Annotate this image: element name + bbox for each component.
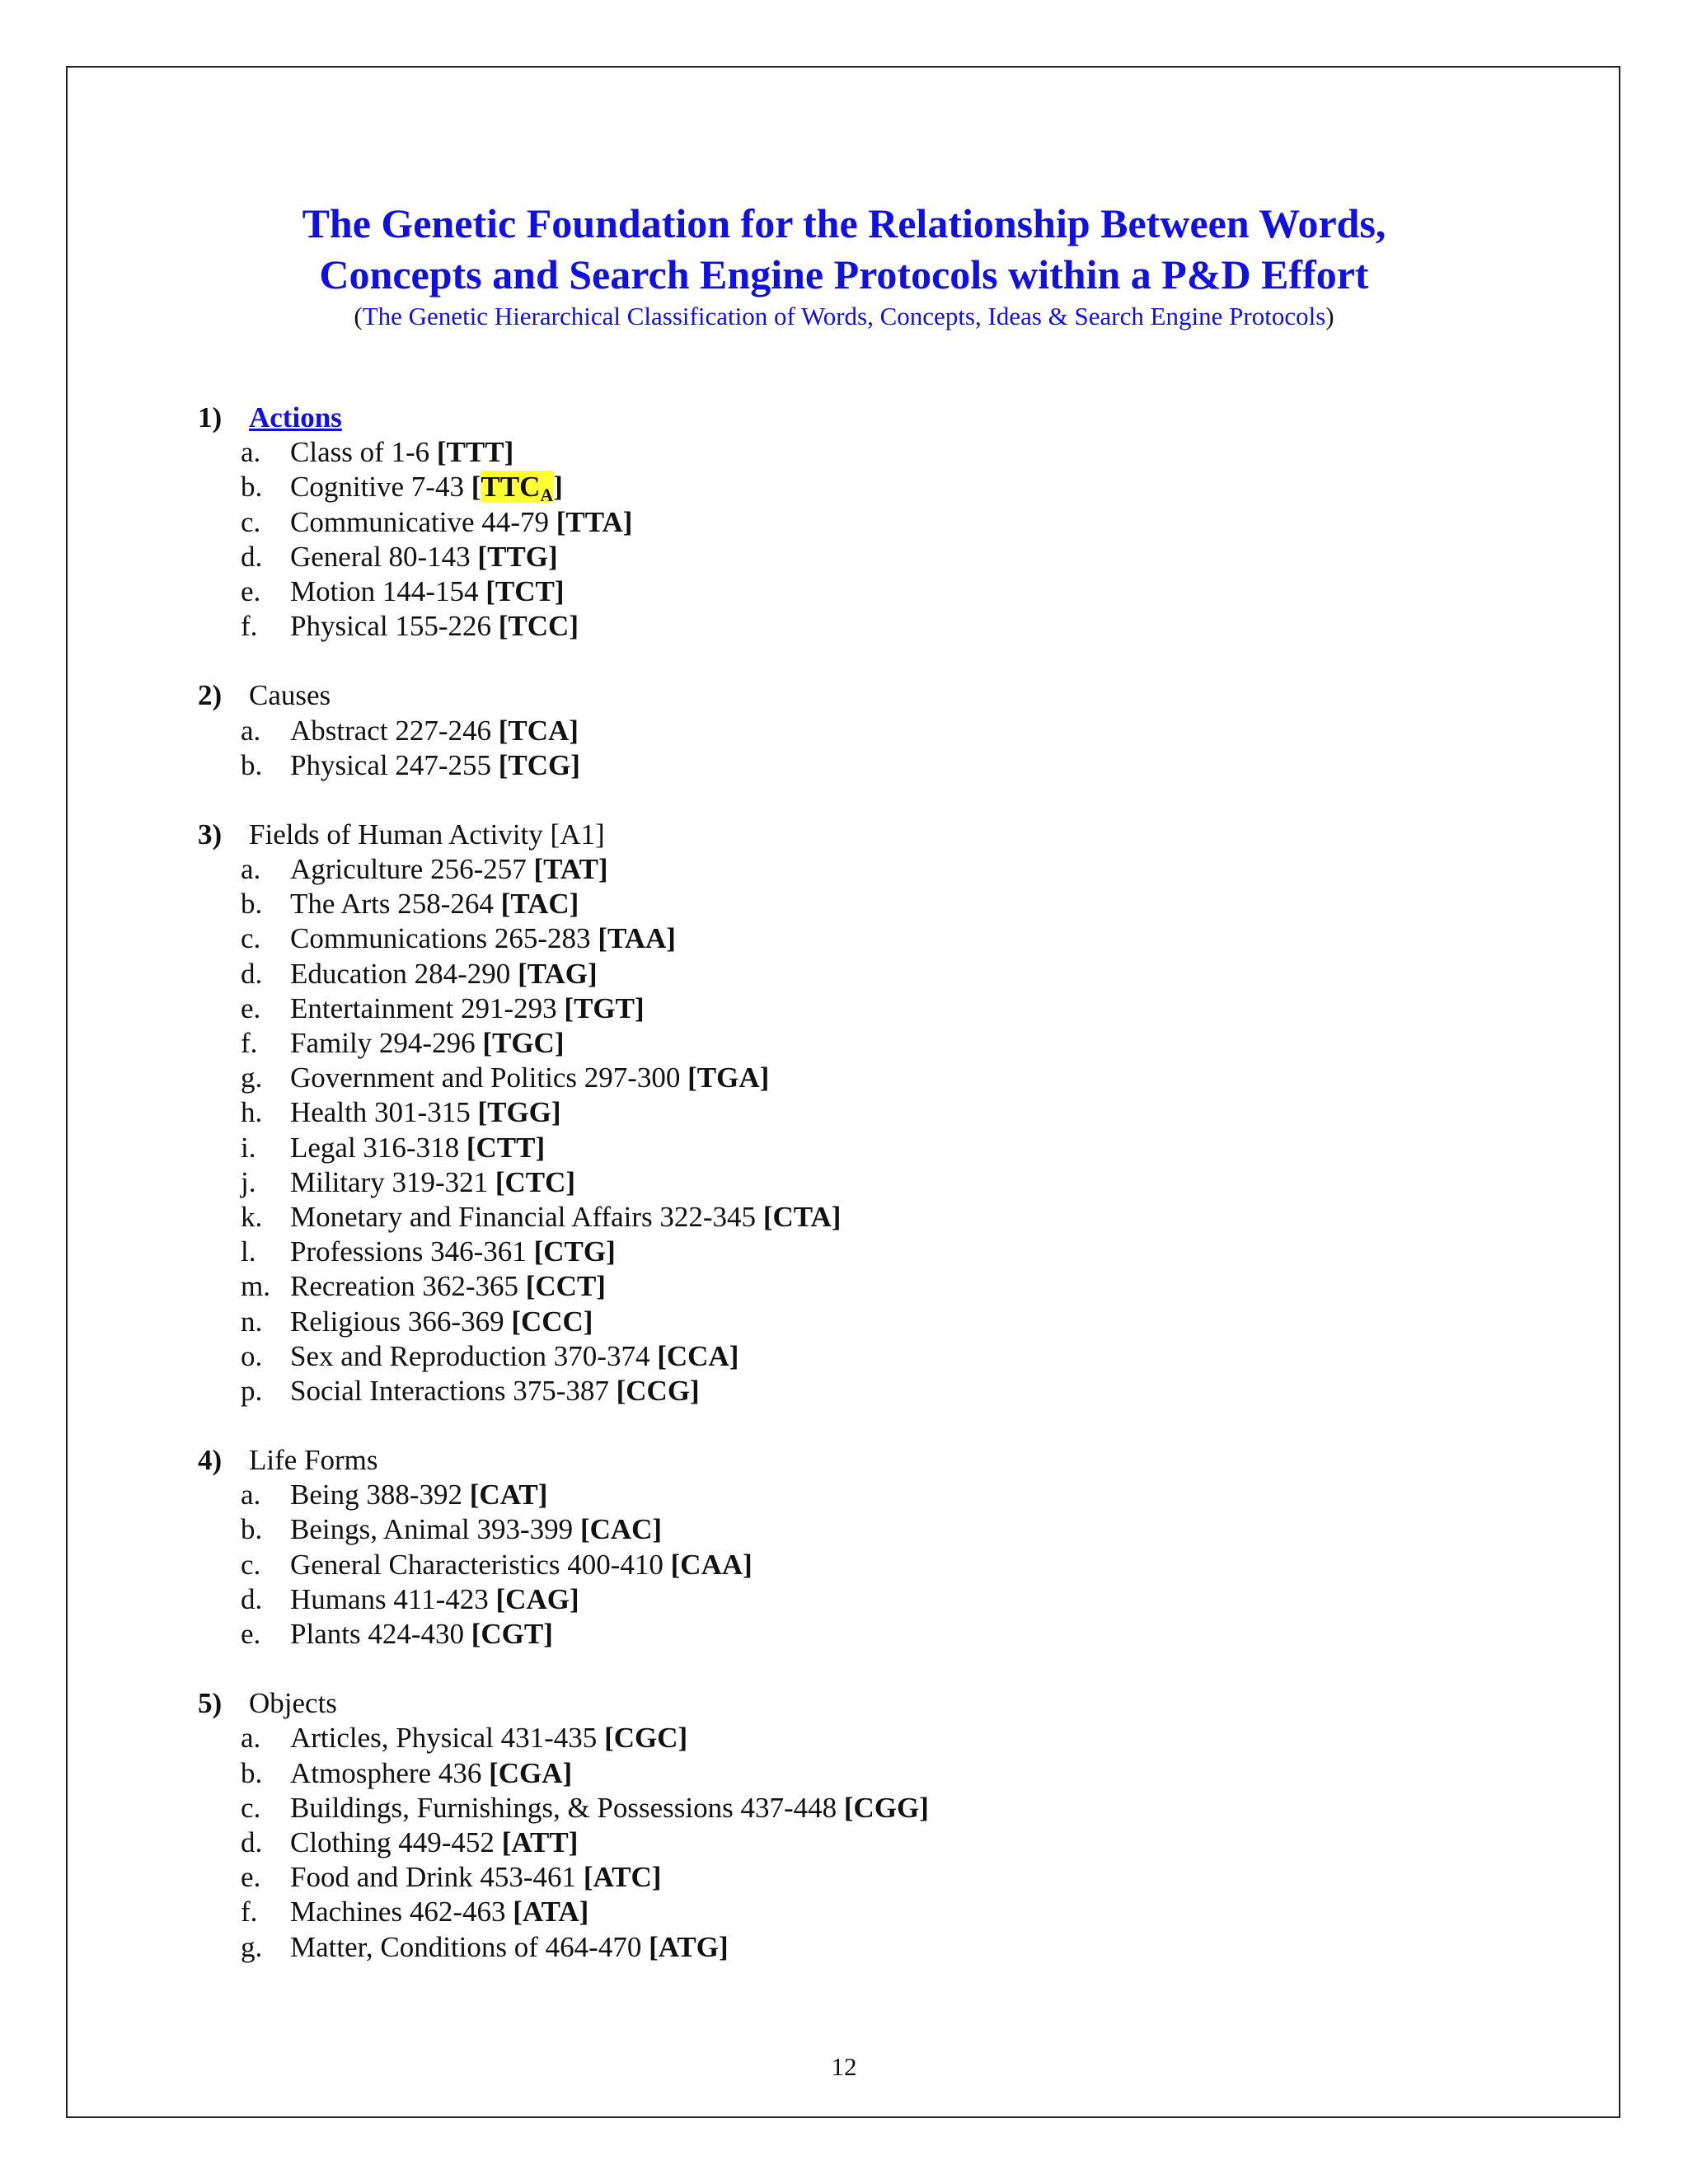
item-code: [CCT] (525, 1270, 606, 1303)
item-code: [CCC] (511, 1305, 593, 1338)
item-letter: e. (241, 574, 261, 607)
item-code: [TTT] (436, 436, 514, 469)
item-code-highlighted (481, 471, 554, 506)
item-code: [TGT] (564, 991, 645, 1024)
item-text: Articles, Physical 431-435 (290, 1722, 605, 1755)
item-text: Agriculture 256-257 (290, 853, 534, 886)
classification-outline (198, 401, 929, 1999)
section-heading-text: Life Forms (249, 1444, 378, 1477)
item-letter: c. (241, 1548, 261, 1581)
item-text: Education 284-290 (290, 957, 518, 990)
subtitle-text: The Genetic Hierarchical Classification of Words, Concepts, Ideas & Search Engine Protocols (362, 302, 1326, 330)
list-item (198, 852, 929, 887)
title-line-1: The Genetic Foundation for the Relationship Between Words, (302, 200, 1386, 246)
item-text: Legal 316-318 (290, 1131, 467, 1164)
list-item (198, 1235, 929, 1269)
item-code: [CGA] (489, 1756, 573, 1789)
item-text: Being 388-392 (290, 1479, 470, 1511)
title-block (0, 198, 1688, 333)
item-code: [TCC] (498, 610, 579, 643)
item-letter: d. (241, 1825, 263, 1858)
item-text: Buildings, Furnishings, & Possessions 437-448 (290, 1791, 844, 1824)
item-letter: h. (241, 1096, 263, 1129)
item-letter: a. (241, 853, 261, 886)
section-heading (198, 818, 929, 852)
item-letter: a. (241, 436, 261, 469)
item-letter: c. (241, 1791, 261, 1824)
list-item (198, 1895, 929, 1929)
list-item (198, 1095, 929, 1130)
section-heading-link[interactable]: Actions (249, 401, 342, 434)
item-letter: e. (241, 991, 261, 1024)
item-code: [ATG] (649, 1930, 729, 1963)
list-item (198, 1200, 929, 1235)
item-letter: e. (241, 1618, 261, 1650)
list-item (198, 1617, 929, 1652)
item-code: [CCG] (616, 1374, 700, 1407)
item-letter: a. (241, 1479, 261, 1511)
list-item (198, 1269, 929, 1304)
section-number: 5) (198, 1687, 223, 1720)
item-letter: d. (241, 1582, 263, 1615)
item-code-subscript: A (540, 485, 554, 506)
item-text: Recreation 362-365 (290, 1270, 526, 1303)
section-heading-text: Objects (249, 1687, 337, 1720)
list-item (198, 1825, 929, 1860)
item-letter: f. (241, 610, 258, 643)
item-letter: c. (241, 922, 261, 955)
item-code-close-bracket: ] (553, 471, 563, 504)
item-code: [ATT] (501, 1825, 579, 1858)
item-letter: a. (241, 714, 261, 747)
item-code: [TAG] (518, 957, 598, 990)
item-text: Military 319-321 (290, 1165, 495, 1198)
list-item (198, 1756, 929, 1791)
item-code: [ATC] (583, 1861, 662, 1894)
list-item (198, 574, 929, 609)
item-code: [CGC] (604, 1722, 688, 1755)
section-heading-text: Fields of Human Activity [A1] (249, 818, 605, 851)
item-letter: f. (241, 1896, 258, 1929)
item-letter: k. (241, 1200, 263, 1233)
item-code: [CAG] (495, 1582, 579, 1615)
item-text: Monetary and Financial Affairs 322-345 (290, 1200, 763, 1233)
list-item (198, 921, 929, 956)
list-item (198, 435, 929, 470)
outline-section (198, 1443, 929, 1652)
item-text: Physical 155-226 (290, 610, 499, 643)
list-item (198, 1512, 929, 1547)
item-text: Physical 247-255 (290, 748, 499, 781)
title-line-2: Concepts and Search Engine Protocols within a P&D Effort (319, 251, 1369, 298)
item-code: [TCG] (498, 748, 580, 781)
list-item (198, 1131, 929, 1165)
section-number: 3) (198, 818, 223, 851)
item-letter: b. (241, 1513, 263, 1546)
list-item (198, 991, 929, 1026)
item-letter: a. (241, 1722, 261, 1755)
list-item (198, 1305, 929, 1339)
item-letter: l. (241, 1235, 256, 1268)
item-code: [CTG] (533, 1235, 616, 1268)
item-code: [TGG] (477, 1096, 561, 1129)
list-item (198, 1165, 929, 1200)
item-text: The Arts 258-264 (290, 888, 501, 921)
item-text: Beings, Animal 393-399 (290, 1513, 580, 1546)
item-text: Health 301-315 (290, 1096, 478, 1129)
item-code-highlighted-text: TTC (481, 471, 541, 504)
item-text: Government and Politics 297-300 (290, 1062, 688, 1094)
page-number: 12 (831, 2052, 857, 2081)
item-text: General 80-143 (290, 540, 478, 573)
item-code: [CAC] (579, 1513, 663, 1546)
item-code-open-bracket: [ (471, 471, 481, 504)
section-number: 2) (198, 679, 223, 712)
item-code: [TTA] (556, 505, 633, 538)
list-item (198, 1339, 929, 1374)
item-code: [CAT] (469, 1479, 548, 1511)
item-code: [TGA] (687, 1062, 770, 1094)
item-text: Professions 346-361 (290, 1235, 534, 1268)
item-code: [TCA] (498, 714, 579, 747)
list-item (198, 887, 929, 921)
item-text: Entertainment 291-293 (290, 991, 565, 1024)
item-letter: b. (241, 1756, 263, 1789)
item-text: Clothing 449-452 (290, 1825, 502, 1858)
item-code: [CTC] (495, 1165, 576, 1198)
list-item (198, 1061, 929, 1095)
list-item (198, 1582, 929, 1617)
item-code: [CGT] (471, 1618, 553, 1650)
item-code: [CTA] (762, 1200, 842, 1233)
outline-section (198, 818, 929, 1408)
item-code: [CTT] (466, 1131, 546, 1164)
list-item (198, 609, 929, 644)
item-letter: d. (241, 957, 263, 990)
list-item (198, 1374, 929, 1408)
item-code: [CCA] (657, 1339, 739, 1372)
list-item (198, 714, 929, 748)
item-letter: o. (241, 1339, 263, 1372)
item-letter: g. (241, 1062, 263, 1094)
list-item (198, 1548, 929, 1582)
list-item (198, 748, 929, 783)
item-text: Social Interactions 375-387 (290, 1374, 617, 1407)
item-text: General Characteristics 400-410 (290, 1548, 671, 1581)
section-heading (198, 678, 929, 713)
section-number: 1) (198, 401, 223, 434)
item-code: [CGG] (843, 1791, 929, 1824)
outline-section (198, 1686, 929, 1965)
item-code: [CAA] (670, 1548, 753, 1581)
subtitle: (The Genetic Hierarchical Classification of Words, Concepts, Ideas & Search Engine Protocols) (354, 302, 1334, 330)
item-letter: j. (241, 1165, 256, 1198)
item-code: [TAA] (598, 922, 676, 955)
item-code: [ATA] (513, 1896, 589, 1929)
list-item (198, 1860, 929, 1895)
section-heading-text: Causes (249, 679, 331, 712)
item-text: Family 294-296 (290, 1027, 483, 1059)
item-code: [TTG] (477, 540, 558, 573)
item-text: Religious 366-369 (290, 1305, 512, 1338)
item-letter: f. (241, 1027, 258, 1059)
item-text: Communicative 44-79 (290, 505, 556, 538)
item-letter: i. (241, 1131, 256, 1164)
item-text: Motion 144-154 (290, 574, 486, 607)
section-heading (198, 1443, 929, 1478)
item-code: [TCT] (485, 574, 565, 607)
list-item (198, 1930, 929, 1965)
item-letter: b. (241, 748, 263, 781)
item-text: Food and Drink 453-461 (290, 1861, 584, 1894)
item-text: Class of 1-6 (290, 436, 437, 469)
item-letter: d. (241, 540, 263, 573)
item-text: Sex and Reproduction 370-374 (290, 1339, 658, 1372)
item-letter: c. (241, 505, 261, 538)
outline-section (198, 678, 929, 783)
list-item (198, 470, 929, 504)
item-text: Atmosphere 436 (290, 1756, 490, 1789)
item-letter: g. (241, 1930, 263, 1963)
item-text: Cognitive 7-43 (290, 471, 471, 504)
item-code: [TAT] (533, 853, 608, 886)
list-item (198, 1478, 929, 1512)
list-item (198, 1721, 929, 1755)
item-letter: e. (241, 1861, 261, 1894)
item-letter: m. (241, 1270, 270, 1303)
list-item (198, 957, 929, 991)
section-heading (198, 401, 929, 435)
item-text: Communications 265-283 (290, 922, 598, 955)
list-item (198, 540, 929, 574)
item-letter: b. (241, 471, 263, 504)
list-item (198, 1026, 929, 1061)
item-code: [TAC] (500, 888, 579, 921)
item-letter: p. (241, 1374, 263, 1407)
item-text: Humans 411-423 (290, 1582, 496, 1615)
list-item (198, 1791, 929, 1825)
list-item (198, 505, 929, 540)
item-text: Machines 462-463 (290, 1896, 513, 1929)
item-letter: b. (241, 888, 263, 921)
item-text: Plants 424-430 (290, 1618, 471, 1650)
outline-section (198, 401, 929, 644)
section-number: 4) (198, 1444, 223, 1477)
item-text: Abstract 227-246 (290, 714, 499, 747)
item-letter: n. (241, 1305, 263, 1338)
item-text: Matter, Conditions of 464-470 (290, 1930, 649, 1963)
item-code: [TGC] (482, 1027, 565, 1059)
section-heading (198, 1686, 929, 1721)
